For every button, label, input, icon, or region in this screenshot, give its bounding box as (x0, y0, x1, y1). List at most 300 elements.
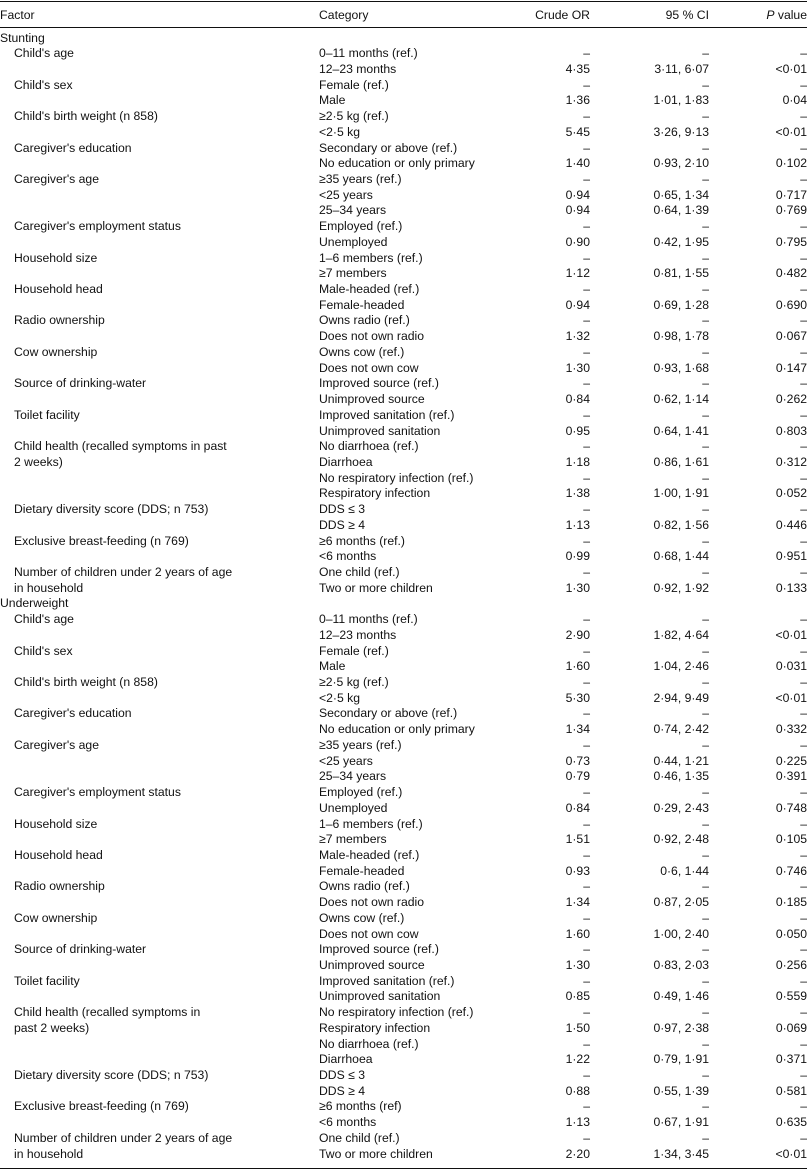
crude-or-cell: – (583, 407, 590, 422)
ci-cell: – (702, 675, 709, 690)
category-cell: Female (ref.) (319, 77, 389, 92)
category-cell: Male (319, 659, 346, 674)
ci-cell: 0·83, 2·03 (653, 957, 709, 972)
p-value-cell: 0·391 (775, 769, 807, 784)
p-value-cell: 0·262 (775, 392, 807, 407)
p-value-cell: – (800, 785, 807, 800)
p-value-cell: 0·256 (775, 957, 807, 972)
ci-cell: – (702, 643, 709, 658)
crude-or-cell: – (583, 376, 590, 391)
factor-label: Cow ownership (14, 344, 98, 359)
crude-or-cell: 0·93 (565, 863, 590, 878)
category-cell: 12–23 months (319, 61, 397, 76)
p-value-cell: – (800, 533, 807, 548)
p-value-cell: 0·067 (775, 329, 807, 344)
crude-or-cell: 0·94 (565, 297, 590, 312)
p-value-cell: – (800, 219, 807, 234)
category-cell: Owns radio (ref.) (319, 879, 410, 894)
ci-cell: 0·62, 1·14 (653, 392, 709, 407)
category-cell: ≥6 months (ref) (319, 1099, 402, 1114)
category-cell: Two or more children (319, 580, 433, 595)
p-value-cell: 0·795 (775, 234, 807, 249)
factor-label: Caregiver's age (14, 171, 99, 186)
category-cell: Male (319, 93, 346, 108)
top-rule (0, 1, 807, 2)
category-cell: Does not own radio (319, 895, 425, 910)
section-title: Stunting (0, 30, 45, 45)
ci-cell: 0·67, 1·91 (653, 1115, 709, 1130)
crude-or-cell: – (583, 1130, 590, 1145)
crude-or-cell: 1·22 (565, 1052, 590, 1067)
ci-cell: 0·93, 2·10 (653, 156, 709, 171)
category-cell: Unemployed (319, 800, 388, 815)
crude-or-cell: 1·40 (565, 156, 590, 171)
p-value-cell: 0·102 (775, 156, 807, 171)
factor-label: Caregiver's education (14, 706, 132, 721)
crude-or-cell: – (583, 109, 590, 124)
p-value-cell: – (800, 973, 807, 988)
crude-or-cell: 5·45 (565, 124, 590, 139)
category-cell: Employed (ref.) (319, 785, 403, 800)
p-value-cell: 0·312 (775, 454, 807, 469)
category-cell: Unimproved sanitation (319, 989, 441, 1004)
ci-cell: 3·26, 9·13 (653, 124, 709, 139)
category-cell: No diarrhoea (ref.) (319, 1036, 419, 1051)
factor-label: Caregiver's age (14, 737, 99, 752)
p-value-cell: – (800, 140, 807, 155)
ci-cell: – (702, 564, 709, 579)
p-value-cell: – (800, 612, 807, 627)
factor-label: in household (14, 580, 84, 595)
p-value-cell: – (800, 282, 807, 297)
category-cell: Secondary or above (ref.) (319, 706, 458, 721)
ci-cell: 0·81, 1·55 (653, 266, 709, 281)
crude-or-cell: 1·30 (565, 580, 590, 595)
factor-label: Number of children under 2 years of age (14, 1130, 233, 1145)
factor-label: Source of drinking-water (14, 942, 147, 957)
p-value-cell: – (800, 109, 807, 124)
crude-or-cell: – (583, 219, 590, 234)
p-value-cell: 0·147 (775, 360, 807, 375)
category-cell: Unimproved sanitation (319, 423, 441, 438)
ci-cell: 1·34, 3·45 (653, 1146, 709, 1161)
crude-or-cell: 0·85 (565, 989, 590, 1004)
factor-label: Child's age (14, 46, 74, 61)
factor-label: Child's sex (14, 77, 73, 92)
factor-label: Number of children under 2 years of age (14, 564, 233, 579)
p-value-cell: – (800, 1036, 807, 1051)
category-cell: No education or only primary (319, 722, 475, 737)
p-value-cell: – (800, 847, 807, 862)
category-cell: Owns cow (ref.) (319, 344, 405, 359)
ci-cell: – (702, 910, 709, 925)
category-cell: Improved sanitation (ref.) (319, 407, 455, 422)
ci-cell: 0·97, 2·38 (653, 1020, 709, 1035)
ci-cell: 2·94, 9·49 (653, 690, 709, 705)
category-cell: <2·5 kg (319, 124, 360, 139)
p-value-cell: – (800, 502, 807, 517)
p-value-cell: – (800, 706, 807, 721)
factor-label: Child's age (14, 612, 74, 627)
ci-cell: – (702, 737, 709, 752)
crude-or-cell: – (583, 46, 590, 61)
factor-label: Child's birth weight (n 858) (14, 109, 158, 124)
ci-cell: 0·86, 1·61 (653, 454, 709, 469)
factor-label: Child health (recalled symptoms in (14, 1005, 201, 1020)
factor-label: Radio ownership (14, 879, 105, 894)
category-cell: <6 months (319, 1115, 377, 1130)
p-value-cell: – (800, 910, 807, 925)
category-cell: 0–11 months (ref.) (319, 612, 418, 627)
p-value-cell: 0·769 (775, 203, 807, 218)
crude-or-cell: – (583, 470, 590, 485)
ci-cell: – (702, 879, 709, 894)
ci-cell: 1·04, 2·46 (653, 659, 709, 674)
p-value-cell: – (800, 470, 807, 485)
factor-label: Child's birth weight (n 858) (14, 675, 158, 690)
p-value-cell: – (800, 564, 807, 579)
category-cell: Diarrhoea (319, 454, 373, 469)
ci-cell: – (702, 816, 709, 831)
ci-cell: – (702, 973, 709, 988)
header-p-value (720, 8, 807, 24)
crude-or-cell: – (583, 171, 590, 186)
factor-label: Dietary diversity score (DDS; n 753) (14, 502, 209, 517)
category-cell: <6 months (319, 549, 377, 564)
crude-or-cell: – (583, 643, 590, 658)
category-cell: DDS ≤ 3 (319, 1068, 365, 1083)
p-value-cell: – (800, 250, 807, 265)
crude-or-cell: – (583, 973, 590, 988)
p-value-cell: – (800, 942, 807, 957)
p-value-cell: – (800, 439, 807, 454)
crude-or-cell: – (583, 1099, 590, 1114)
category-cell: ≥35 years (ref.) (319, 737, 402, 752)
category-cell: Secondary or above (ref.) (319, 140, 458, 155)
factor-label: Child's sex (14, 643, 73, 658)
crude-or-cell: 1·30 (565, 360, 590, 375)
category-cell: Does not own radio (319, 329, 425, 344)
category-cell: 1–6 members (ref.) (319, 250, 423, 265)
ci-cell: 0·69, 1·28 (653, 297, 709, 312)
crude-or-cell: 0·99 (565, 549, 590, 564)
crude-or-cell: – (583, 1036, 590, 1051)
p-value-cell: 0·069 (775, 1020, 807, 1035)
p-value-cell: 0·951 (775, 549, 807, 564)
factor-label: Cow ownership (14, 910, 98, 925)
category-cell: DDS ≥ 4 (319, 1083, 365, 1098)
category-cell: No diarrhoea (ref.) (319, 439, 419, 454)
ci-cell: – (702, 77, 709, 92)
category-cell: Respiratory infection (319, 1020, 431, 1035)
crude-or-cell: 0·84 (565, 392, 590, 407)
p-value-cell: – (800, 46, 807, 61)
crude-or-cell: 0·73 (565, 753, 590, 768)
crude-or-cell: 1·38 (565, 486, 590, 501)
factor-label: Toilet facility (14, 407, 80, 422)
crude-or-cell: – (583, 879, 590, 894)
ci-cell: – (702, 250, 709, 265)
header-p-rest: value (774, 8, 807, 22)
ci-cell: – (702, 219, 709, 234)
header-ci: 95 % CI (665, 8, 709, 22)
factor-label: Dietary diversity score (DDS; n 753) (14, 1068, 209, 1083)
ci-cell: 0·79, 1·91 (653, 1052, 709, 1067)
ci-cell: 0·98, 1·78 (653, 329, 709, 344)
crude-or-cell: 0·94 (565, 187, 590, 202)
ci-cell: 0·65, 1·34 (653, 187, 709, 202)
crude-or-cell: – (583, 816, 590, 831)
p-value-cell: – (800, 1005, 807, 1020)
ci-cell: – (702, 439, 709, 454)
factor-label: Household size (14, 250, 98, 265)
crude-or-cell: 0·79 (565, 769, 590, 784)
header-factor: Factor (0, 8, 35, 22)
ci-cell: 1·01, 1·83 (653, 93, 709, 108)
crude-or-cell: – (583, 1068, 590, 1083)
ci-cell: – (702, 1036, 709, 1051)
category-cell: ≥7 members (319, 266, 387, 281)
crude-or-cell: – (583, 313, 590, 328)
ci-cell: 0·29, 2·43 (653, 800, 709, 815)
crude-or-cell: 4·35 (565, 61, 590, 76)
ci-cell: – (702, 612, 709, 627)
crude-or-cell: 2·20 (565, 1146, 590, 1161)
category-cell: Employed (ref.) (319, 219, 403, 234)
category-cell: No education or only primary (319, 156, 475, 171)
category-cell: Male-headed (ref.) (319, 282, 420, 297)
category-cell: Does not own cow (319, 360, 419, 375)
crude-or-cell: 0·94 (565, 203, 590, 218)
p-value-cell: <0·01 (775, 1146, 807, 1161)
factor-label: Caregiver's employment status (14, 219, 181, 234)
ci-cell: 0·44, 1·21 (653, 753, 709, 768)
factor-label: Caregiver's education (14, 140, 132, 155)
crude-or-cell: – (583, 502, 590, 517)
crude-or-cell: 1·51 (565, 832, 590, 847)
crude-or-cell: – (583, 706, 590, 721)
category-cell: ≥7 members (319, 832, 387, 847)
p-value-cell: 0·105 (775, 832, 807, 847)
header-p-italic: P (766, 8, 775, 22)
factor-label: in household (14, 1146, 84, 1161)
p-value-cell: 0·803 (775, 423, 807, 438)
ci-cell: 0·92, 1·92 (653, 580, 709, 595)
crude-or-cell: 1·36 (565, 93, 590, 108)
crude-or-cell: 1·34 (565, 722, 590, 737)
crude-or-cell: 1·60 (565, 926, 590, 941)
category-cell: Does not own cow (319, 926, 419, 941)
crude-or-cell: 0·90 (565, 234, 590, 249)
section-title: Underweight (0, 596, 69, 611)
p-value-cell: <0·01 (775, 690, 807, 705)
factor-label: Toilet facility (14, 973, 80, 988)
category-cell: One child (ref.) (319, 1130, 400, 1145)
factor-label: Household head (14, 282, 103, 297)
category-cell: ≥2·5 kg (ref.) (319, 675, 389, 690)
category-cell: 12–23 months (319, 627, 397, 642)
ci-cell: 0·87, 2·05 (653, 895, 709, 910)
crude-or-cell: 1·32 (565, 329, 590, 344)
crude-or-cell: 1·30 (565, 957, 590, 972)
crude-or-cell: – (583, 533, 590, 548)
crude-or-cell: – (583, 344, 590, 359)
category-cell: DDS ≥ 4 (319, 517, 365, 532)
category-cell: No respiratory infection (ref.) (319, 470, 474, 485)
category-cell: Unimproved source (319, 392, 425, 407)
p-value-cell: – (800, 1099, 807, 1114)
ci-cell: – (702, 109, 709, 124)
ci-cell: 1·00, 1·91 (653, 486, 709, 501)
ci-cell: – (702, 533, 709, 548)
category-cell: Male-headed (ref.) (319, 847, 420, 862)
header-rule (0, 27, 807, 28)
category-cell: No respiratory infection (ref.) (319, 1005, 474, 1020)
crude-or-cell: 1·50 (565, 1020, 590, 1035)
p-value-cell: – (800, 344, 807, 359)
crude-or-cell: 0·88 (565, 1083, 590, 1098)
crude-or-cell: 1·13 (565, 1115, 590, 1130)
p-value-cell: – (800, 77, 807, 92)
ci-cell: 0·82, 1·56 (653, 517, 709, 532)
header-category: Category (319, 8, 369, 22)
p-value-cell: – (800, 737, 807, 752)
p-value-cell: 0·748 (775, 800, 807, 815)
ci-cell: 0·64, 1·39 (653, 203, 709, 218)
factor-label: Child health (recalled symptoms in past (14, 439, 227, 454)
ci-cell: 1·82, 4·64 (653, 627, 709, 642)
category-cell: DDS ≤ 3 (319, 502, 365, 517)
p-value-cell: 0·185 (775, 895, 807, 910)
category-cell: ≥35 years (ref.) (319, 171, 402, 186)
factor-label: 2 weeks) (14, 454, 63, 469)
crude-or-cell: – (583, 675, 590, 690)
crude-or-cell: – (583, 612, 590, 627)
ci-cell: 3·11, 6·07 (654, 61, 709, 76)
category-cell: Owns cow (ref.) (319, 910, 405, 925)
ci-cell: – (702, 942, 709, 957)
category-cell: <2·5 kg (319, 690, 360, 705)
p-value-cell: 0·717 (775, 187, 807, 202)
p-value-cell: 0·031 (775, 659, 807, 674)
p-value-cell: – (800, 171, 807, 186)
category-cell: Respiratory infection (319, 486, 431, 501)
p-value-cell: 0·746 (775, 863, 807, 878)
category-cell: Improved source (ref.) (319, 376, 439, 391)
crude-or-cell: 1·60 (565, 659, 590, 674)
crude-or-cell: – (583, 250, 590, 265)
p-value-cell: 0·332 (775, 722, 807, 737)
category-cell: One child (ref.) (319, 564, 400, 579)
ci-cell: 0·68, 1·44 (653, 549, 709, 564)
ci-cell: 0·92, 2·48 (653, 832, 709, 847)
category-cell: Improved sanitation (ref.) (319, 973, 455, 988)
factor-label: Household head (14, 847, 103, 862)
ci-cell: – (702, 140, 709, 155)
p-value-cell: – (800, 1068, 807, 1083)
crude-or-cell: – (583, 847, 590, 862)
crude-or-cell: – (583, 564, 590, 579)
p-value-cell: 0·052 (775, 486, 807, 501)
p-value-cell: 0·690 (775, 297, 807, 312)
crude-or-cell: – (583, 439, 590, 454)
factor-label: Exclusive breast-feeding (n 769) (14, 1099, 189, 1114)
ci-cell: – (702, 171, 709, 186)
ci-cell: – (702, 376, 709, 391)
p-value-cell: – (800, 1130, 807, 1145)
ci-cell: – (702, 847, 709, 862)
crude-or-cell: 1·18 (565, 454, 590, 469)
crude-or-cell: 1·13 (565, 517, 590, 532)
ci-cell: – (702, 470, 709, 485)
header-crude-or: Crude OR (535, 8, 590, 22)
p-value-cell: 0·133 (775, 580, 807, 595)
category-cell: 25–34 years (319, 203, 387, 218)
crude-or-cell: 2·90 (565, 627, 590, 642)
category-cell: Female-headed (319, 863, 405, 878)
p-value-cell: – (800, 816, 807, 831)
factor-label: Exclusive breast-feeding (n 769) (14, 533, 189, 548)
ci-cell: 0·6, 1·44 (660, 863, 709, 878)
p-value-cell: <0·01 (775, 627, 807, 642)
p-value-cell: 0·446 (775, 517, 807, 532)
ci-cell: – (702, 46, 709, 61)
category-cell: 0–11 months (ref.) (319, 46, 418, 61)
category-cell: Diarrhoea (319, 1052, 373, 1067)
category-cell: ≥2·5 kg (ref.) (319, 109, 389, 124)
ci-cell: 0·42, 1·95 (653, 234, 709, 249)
p-value-cell: 0·04 (782, 93, 807, 108)
crude-or-cell: 1·12 (565, 266, 590, 281)
ci-cell: 0·64, 1·41 (653, 423, 709, 438)
ci-cell: – (702, 344, 709, 359)
category-cell: Female (ref.) (319, 643, 389, 658)
ci-cell: – (702, 706, 709, 721)
bottom-rule (0, 1168, 807, 1169)
ci-cell: – (702, 502, 709, 517)
p-value-cell: 0·050 (775, 926, 807, 941)
category-cell: Female-headed (319, 297, 405, 312)
factor-label: Radio ownership (14, 313, 105, 328)
category-cell: Owns radio (ref.) (319, 313, 410, 328)
factor-label: Caregiver's employment status (14, 785, 181, 800)
crude-or-cell: – (583, 140, 590, 155)
factor-label: past 2 weeks) (14, 1020, 90, 1035)
p-value-cell: – (800, 376, 807, 391)
category-cell: 1–6 members (ref.) (319, 816, 423, 831)
crude-or-cell: – (583, 77, 590, 92)
ci-cell: – (702, 282, 709, 297)
p-value-cell: 0·581 (775, 1083, 807, 1098)
ci-cell: – (702, 1130, 709, 1145)
p-value-cell: 0·371 (775, 1052, 807, 1067)
crude-or-cell: – (583, 282, 590, 297)
crude-or-cell: – (583, 1005, 590, 1020)
crude-or-cell: – (583, 737, 590, 752)
crude-or-cell: – (583, 785, 590, 800)
crude-or-cell: 0·84 (565, 800, 590, 815)
category-cell: <25 years (319, 753, 373, 768)
category-cell: ≥6 months (ref.) (319, 533, 405, 548)
ci-cell: 1·00, 2·40 (653, 926, 709, 941)
p-value-cell: 0·482 (775, 266, 807, 281)
category-cell: Unemployed (319, 234, 388, 249)
p-value-cell: <0·01 (775, 61, 807, 76)
p-value-cell: – (800, 643, 807, 658)
p-value-cell: 0·635 (775, 1115, 807, 1130)
factor-label: Source of drinking-water (14, 376, 147, 391)
ci-cell: 0·93, 1·68 (653, 360, 709, 375)
